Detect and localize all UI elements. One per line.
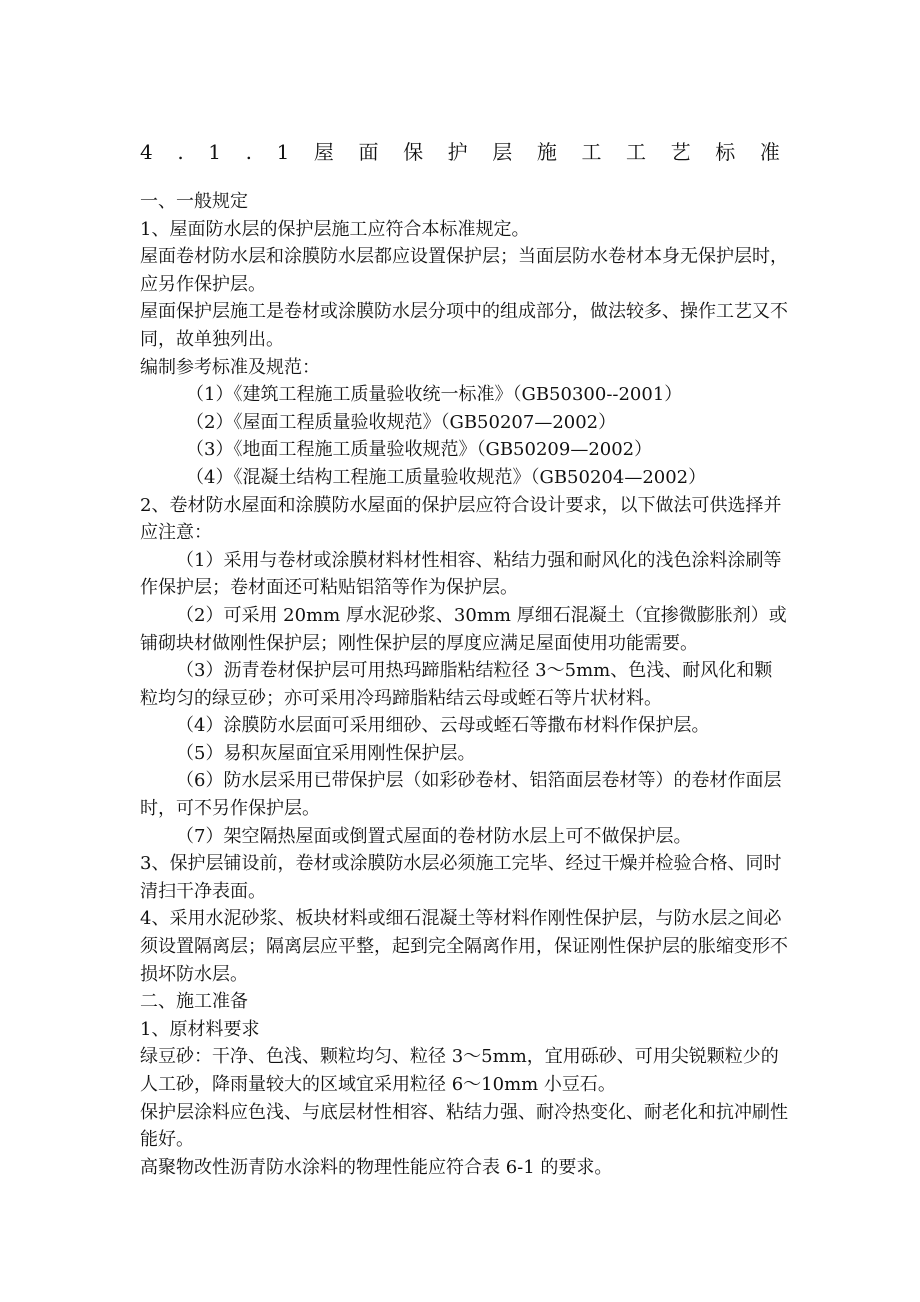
paragraph: 屋面保护层施工是卷材或涂膜防水层分项中的组成部分，做法较多、操作工艺又不同，故单独列出。: [140, 301, 788, 350]
document-body: [140, 188, 788, 1181]
document-title: [140, 140, 780, 164]
paragraph: 屋面卷材防水层和涂膜防水层都应设置保护层；当面层防水卷材本身无保护层时，应另作保护层。: [140, 246, 788, 295]
list-item: （6）防水层采用已带保护层（如彩砂卷材、铝箔面层卷材等）的卷材作面层时，可不另作保护层。: [140, 770, 782, 820]
paragraph: 4、采用水泥砂浆、板块材料或细石混凝土等材料作刚性保护层，与防水层之间必须设置隔离层；隔离层应平整，起到完全隔离作用，保证刚性保护层的胀缩变形不损坏防水层。: [140, 908, 788, 985]
title-char: .: [245, 140, 252, 164]
title-char: 艺: [670, 140, 691, 164]
title-char: 工: [626, 140, 647, 164]
reference-item: （1）《建筑工程施工质量验收统一标准》（GB50300--2001）: [186, 384, 683, 406]
title-char: 层: [492, 140, 513, 164]
title-char: 4: [140, 140, 153, 164]
list-item: （1）采用与卷材或涂膜材料材性相容、粘结力强和耐风化的浅色涂料涂刷等作保护层；卷材面还可粘贴铝箔等作为保护层。: [140, 549, 782, 599]
list-item: （4）涂膜防水层面可采用细砂、云母或蛭石等撒布材料作保护层。: [176, 715, 710, 737]
paragraph: 二、施工准备: [140, 991, 248, 1013]
reference-item: （4）《混凝土结构工程施工质量验收规范》（GB50204—2002）: [186, 466, 707, 488]
reference-item: （2）《屋面工程质量验收规范》（GB50207—2002）: [186, 411, 617, 433]
title-char: 标: [715, 140, 736, 164]
title-char: 屋: [313, 140, 334, 164]
list-item: （3）沥青卷材保护层可用热玛蹄脂粘结粒径 3～5mm、色浅、耐风化和颗粒均匀的绿豆砂；亦可采用冷玛蹄脂粘结云母或蛭石等片状材料。: [140, 660, 773, 709]
title-char: 1: [208, 140, 222, 164]
title-char: .: [177, 140, 184, 164]
title-char: 准: [759, 140, 780, 164]
title-char: 保: [403, 140, 424, 164]
paragraph: 编制参考标准及规范：: [140, 356, 320, 378]
paragraph: 高聚物改性沥青防水涂料的物理性能应符合表 6-1 的要求。: [140, 1156, 613, 1178]
paragraph: 2、卷材防水屋面和涂膜防水屋面的保护层应符合设计要求，以下做法可供选择并应注意：: [140, 494, 782, 544]
title-char: 工: [581, 140, 602, 164]
title-char: 施: [536, 140, 557, 164]
paragraph: 1、屋面防水层的保护层施工应符合本标准规定。: [140, 218, 530, 240]
paragraph: 一、一般规定: [140, 191, 248, 212]
paragraph: 绿豆砂：干净、色浅、颗粒均匀、粒径 3～5mm，宜用砾砂、可用尖锐颗粒少的人工砂，降雨量较大的区域宜采用粒径 6～10mm 小豆石。: [140, 1046, 779, 1095]
paragraph: 3、保护层铺设前，卷材或涂膜防水层必须施工完毕、经过干燥并检验合格、同时清扫干净表面。: [140, 853, 782, 902]
list-item: （7）架空隔热屋面或倒置式屋面的卷材防水层上可不做保护层。: [176, 825, 692, 847]
title-char: 护: [447, 140, 468, 164]
title-char: 1: [276, 140, 290, 164]
paragraph: 1、原材料要求: [140, 1018, 260, 1040]
reference-item: （3）《地面工程施工质量验收规范》（GB50209—2002）: [186, 439, 653, 461]
list-item: （2）可采用 20mm 厚水泥砂浆、30mm 厚细石混凝土（宜掺微膨胀剂）或铺砌块材做刚性保护层；刚性保护层的厚度应满足屋面使用功能需要。: [140, 604, 787, 654]
title-char: 面: [358, 140, 379, 164]
paragraph: 保护层涂料应色浅、与底层材性相容、粘结力强、耐冷热变化、耐老化和抗冲刷性能好。: [140, 1101, 788, 1151]
list-item: （5）易积灰屋面宜采用刚性保护层。: [176, 742, 476, 764]
